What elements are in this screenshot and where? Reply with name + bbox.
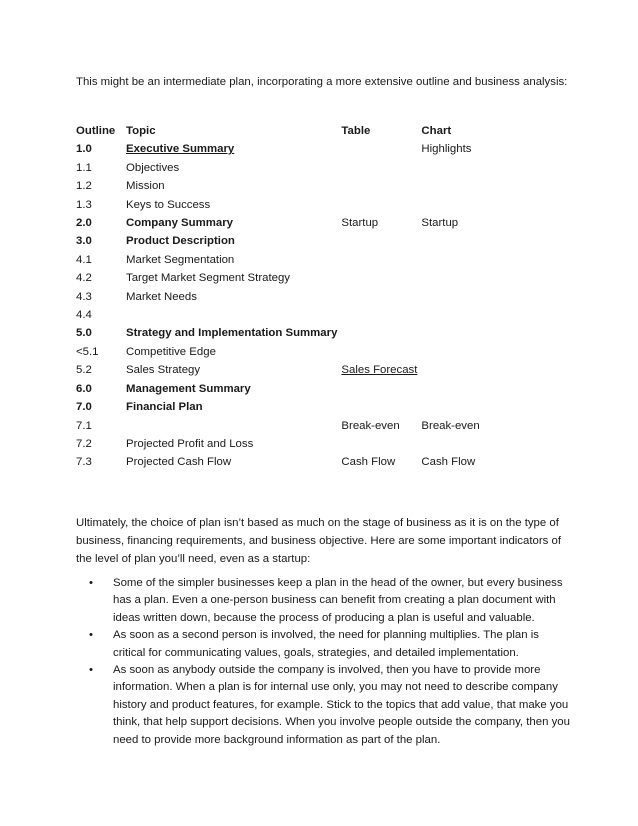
outline-topic: Projected Cash Flow: [126, 456, 232, 469]
bullet-icon: •: [89, 577, 93, 589]
outline-chart-ref: [417, 343, 501, 361]
table-row: [72, 177, 501, 195]
outline-number: 2.0: [76, 217, 92, 230]
table-row: [72, 251, 501, 269]
outline-chart-ref: [417, 324, 501, 342]
outline-chart-ref: [417, 435, 501, 453]
outline-number: 1.3: [76, 198, 92, 211]
outline-chart-ref: [417, 196, 501, 214]
outline-table-ref: Sales Forecast: [341, 364, 418, 377]
outline-topic: Target Market Segment Strategy: [126, 272, 290, 285]
list-item: [76, 627, 570, 662]
outline-table-header: [72, 122, 501, 140]
table-row: [72, 361, 501, 379]
outline-number: 1.2: [76, 180, 92, 193]
outline-chart-ref: [417, 159, 501, 177]
outline-table-ref: [337, 177, 417, 195]
table-row: [72, 343, 501, 361]
outline-chart-ref: Highlights: [421, 143, 472, 156]
outline-number: <5.1: [76, 345, 99, 358]
outline-number: 1.0: [76, 143, 92, 156]
outline-table-ref: [337, 251, 417, 269]
outline-chart-ref: Cash Flow: [421, 456, 476, 469]
outline-table-ref: [337, 324, 417, 342]
table-row: [72, 232, 501, 250]
table-row: [72, 398, 501, 416]
outline-table-ref: Break-even: [341, 419, 400, 432]
outline-topic: Projected Profit and Loss: [126, 437, 254, 450]
table-row: [72, 324, 501, 342]
outline-chart-ref: Startup: [421, 217, 459, 230]
outline-topic: Objectives: [126, 161, 180, 174]
table-row: [72, 196, 501, 214]
table-row: [72, 159, 501, 177]
list-item: [76, 575, 570, 627]
outline-topic: [122, 417, 337, 435]
outline-chart-ref: [417, 177, 501, 195]
outline-chart-ref: [417, 288, 501, 306]
outline-topic: Sales Strategy: [126, 364, 201, 377]
outline-number: 5.0: [76, 327, 92, 340]
outline-table-ref: [337, 140, 417, 158]
outline-chart-ref: [417, 269, 501, 287]
ultimately-paragraph: Ultimately, the choice of plan isn’t based as much on the stage of business as it is on the type of business, financing requirements, and business objective. Here are some important indicators of the level of plan you’ll need, even as a startup:: [76, 517, 561, 565]
table-row: [72, 288, 501, 306]
outline-table-ref: Cash Flow: [341, 456, 396, 469]
outline-chart-ref: [417, 232, 501, 250]
table-row: [72, 140, 501, 158]
outline-number: 4.2: [76, 272, 92, 285]
outline-number: 3.0: [76, 235, 92, 248]
outline-number: 7.0: [76, 401, 92, 414]
list-item: [76, 662, 570, 749]
outline-topic: Executive Summary: [126, 143, 235, 156]
outline-table-ref: Startup: [341, 217, 379, 230]
intro-paragraph: This might be an intermediate plan, incorporating a more extensive outline and business analysis:: [76, 76, 568, 88]
outline-number: 7.3: [76, 456, 92, 469]
outline-chart-ref: [417, 306, 501, 324]
outline-topic: Strategy and Implementation Summary: [126, 327, 338, 340]
outline-topic: Competitive Edge: [126, 345, 216, 358]
outline-topic: Financial Plan: [126, 401, 203, 414]
list-item-text: As soon as a second person is involved, the need for planning multiplies. The plan is critical for communicating values, goals, strategies, and detailed implementation.: [113, 629, 539, 659]
bullet-icon: •: [89, 629, 93, 642]
outline-table: [72, 122, 501, 472]
table-row: [72, 269, 501, 287]
outline-number: 4.1: [76, 253, 92, 266]
outline-number: 7.2: [76, 437, 92, 450]
outline-chart-ref: [417, 380, 501, 398]
outline-topic: Keys to Success: [126, 198, 211, 211]
header-outline: Outline: [76, 125, 116, 137]
table-row: [72, 453, 501, 471]
outline-chart-ref: [417, 398, 501, 416]
table-row: [72, 417, 501, 435]
outline-topic: Market Segmentation: [126, 253, 235, 266]
outline-table-ref: [337, 398, 417, 416]
outline-number: 7.1: [76, 419, 92, 432]
outline-topic: Company Summary: [126, 217, 233, 230]
outline-number: 5.2: [76, 364, 92, 377]
outline-topic: Mission: [126, 180, 165, 193]
outline-topic: Product Description: [126, 235, 235, 248]
list-item-text: Some of the simpler businesses keep a plan in the head of the owner, but every business has a plan. Even a one-person business can benefit from creating a plan document with ideas written down, because the process of producing a plan is useful and valuable.: [113, 577, 563, 624]
outline-table-ref: [337, 380, 417, 398]
outline-number: 4.4: [76, 309, 92, 322]
outline-number: 1.1: [76, 161, 92, 174]
outline-table-ref: [337, 288, 417, 306]
outline-topic: Management Summary: [126, 382, 251, 395]
outline-table-ref: [337, 435, 417, 453]
outline-table-ref: [337, 343, 417, 361]
outline-table-ref: [337, 196, 417, 214]
outline-topic: Market Needs: [126, 290, 197, 303]
outline-table-ref: [337, 232, 417, 250]
outline-chart-ref: Break-even: [421, 419, 480, 432]
table-row: [72, 435, 501, 453]
outline-table-ref: [337, 269, 417, 287]
outline-table-ref: [337, 159, 417, 177]
outline-number: 4.3: [76, 290, 92, 303]
table-row: [72, 306, 501, 324]
indicator-list: [76, 575, 570, 749]
header-table: Table: [341, 125, 371, 137]
outline-topic: [122, 306, 337, 324]
outline-table-ref: [337, 306, 417, 324]
table-row: [72, 380, 501, 398]
outline-chart-ref: [417, 361, 501, 379]
header-topic: Topic: [126, 125, 156, 137]
table-row: [72, 214, 501, 232]
outline-number: 6.0: [76, 382, 92, 395]
header-chart: Chart: [421, 125, 452, 137]
outline-chart-ref: [417, 251, 501, 269]
bullet-icon: •: [89, 664, 93, 677]
list-item-text: As soon as anybody outside the company is involved, then you have to provide more information. When a plan is for internal use only, you may not need to describe company history and product features, for example. Stick to the topics that add value, that make you think, that help support decisions. When you involve people outside the company, then you need to provide more background information as part of the plan.: [113, 664, 570, 746]
